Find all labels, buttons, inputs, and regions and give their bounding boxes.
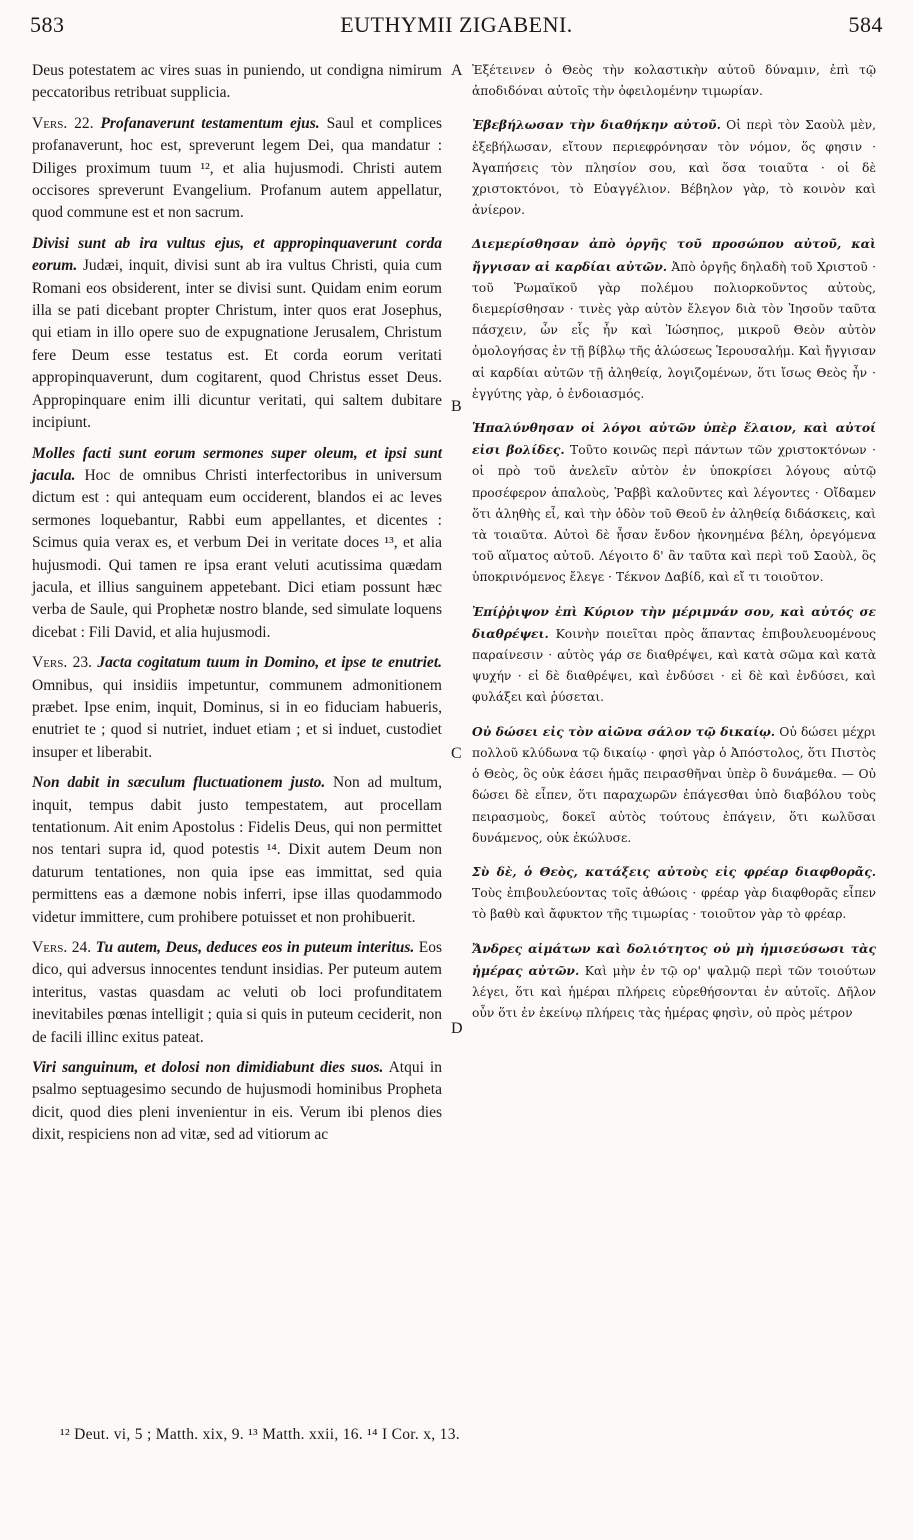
latin-paragraph: [32, 1057, 442, 1147]
greek-paragraph: [472, 60, 876, 102]
lemma: Non dabit in sæculum fluctuationem justo.: [32, 774, 326, 792]
lemma: Jacta cogitatum tuum in Domino, et ipse te enutriet.: [97, 654, 442, 672]
lemma: Profanaverunt testamentum ejus.: [100, 114, 320, 132]
greek-paragraph: [472, 601, 876, 709]
latin-paragraph: [32, 60, 442, 105]
verse-number: Vers. 22.: [32, 114, 94, 132]
commentary-text: Omnibus, qui insidiis impetuntur, communem admonitionem præbet. Ipse enim, inquit, Dominus, si in eo fiduciam habueris, enutriet te ; quod si nutriet, induet etiam ; et si induet, custodiet insuper et liberabit.: [32, 676, 442, 761]
greek-paragraph: [472, 938, 876, 1025]
lemma: Divisi sunt ab ira vultus ejus, et appropinquaverunt corda eorum.: [32, 234, 442, 275]
margin-letter-c: C: [451, 745, 462, 762]
latin-paragraph: [32, 443, 442, 645]
page-number-right: 584: [848, 12, 883, 37]
greek-paragraph: [472, 114, 876, 221]
margin-letter-a: A: [451, 62, 463, 79]
lemma: Οὐ δώσει εἰς τὸν αἰῶνα σάλον τῷ δικαίῳ.: [472, 723, 776, 739]
footnotes: ¹² Deut. vi, 5 ; Matth. xix, 9. ¹³ Matth. xxii, 16. ¹⁴ I Cor. x, 13.: [60, 1426, 460, 1443]
greek-paragraph: [472, 861, 876, 926]
latin-column: [32, 60, 442, 1147]
lemma: Molles facti sunt eorum sermones super oleum, et ipsi sunt jacula.: [32, 444, 442, 484]
lemma: Ἐβεβήλωσαν τὴν διαθήκην αὐτοῦ.: [472, 117, 721, 133]
commentary-text: Κοινὴν ποιεῖται πρὸς ἅπαντας ἐπιβουλευομένους παραίνεσιν · αὐτὸς γάρ σε διαθρέψει, καὶ κατὰ σῶμα καὶ κατὰ ψυχήν · εἰ δὲ διαθρέψει, καὶ ἐνδύσει · εἰ δὲ καὶ ἐνδύσει, καὶ φυλάξει καὶ ῥύσεται.: [472, 626, 876, 705]
verse-number: Vers. 23.: [32, 654, 93, 672]
commentary-text: Eos dico, qui adversus innocentes tendunt insidias. Per puteum autem interitus, vastas quasdam ac veluti ob loci profunditatem inevitabiles pœnas intelligit ; quia si quis in puteum ceciderit, non de facili illinc exitus pateat.: [32, 939, 443, 1046]
latin-paragraph: [32, 772, 442, 929]
commentary-text: Hoc de omnibus Christi interfectoribus in universum dictum est : qui antequam eum occiderent, blandos ei ac leves sermones loquebantur, Rabbi eum appellantes, et dicentes : Scimus quia verax es, et verbum Dei in veritate doces ¹³, et alia hujusmodi. Qui tamen re ipsa erant veluti acutissima quædam jacula, et illius sanguinem appetebant. Dici etiam possunt hæc verba de Saule, qui Prophetæ nostro blande, sed simulate loquens dicebat : Fili David, et alia hujusmodi.: [32, 466, 442, 641]
greek-paragraph: [472, 417, 876, 589]
greek-column: [472, 60, 876, 1024]
lemma: Ἡπαλύνθησαν οἱ λόγοι αὐτῶν ὑπὲρ ἔλαιον, καὶ αὐτοί εἰσι βολίδες.: [472, 420, 876, 458]
commentary-text: Non ad multum, inquit, tempus dabit justo tempestatem, aut procellam tentationum. Ait enim Apostolus : Fidelis Deus, qui non permittet nos tentari supra id, quod potestis ¹⁴. Dixit autem Deum non daturum tentationes, non quia ipse eas immittat, sed quia permittens eas a dæmone nobis inferri, ipse illas quodammodo videtur immittere, cum prohibere potuisset et non prohibuerit.: [32, 774, 442, 926]
greek-paragraph: [472, 233, 876, 405]
margin-letter-d: D: [451, 1020, 463, 1037]
lemma: Ἐπίῤῥιψον ἐπὶ Κύριον τὴν μέριμνάν σου, καὶ αὐτός σε διαθρέψει.: [472, 603, 876, 641]
commentary-text: Ἀπὸ ὀργῆς δηλαδὴ τοῦ Χριστοῦ · τοῦ Ῥωμαϊκοῦ γὰρ πολέμου πολιορκοῦντος αὐτοὺς, διεμερίσθησαν · τινὲς γὰρ αὐτὸν ἔλεγον διὰ τὸν Ἰησοῦν ταῦτα πάσχειν, ὧν εἷς ἦν καὶ Ἰώσηπος, μικροῦ Θεὸν αὐτὸν ὁμολογήσας ἐν τῇ βίβλῳ τῆς ἁλώσεως Ἱερουσαλήμ. Καὶ ἤγγισαν αἱ καρδίαι αὐτῶν τῇ ἀληθείᾳ, λογιζομένων, ὅτι ἴσως Θεὸς ἦν · ἐγγύτης γὰρ, ὁ ἐνδοιασμός.: [472, 259, 876, 401]
commentary-text: Ἐξέτεινεν ὁ Θεὸς τὴν κολαστικὴν αὐτοῦ δύναμιν, ἐπὶ τῷ ἀποδιδόναι αὐτοῖς τὴν ὀφειλομένην τιμωρίαν.: [472, 63, 876, 99]
lemma: Σὺ δὲ, ὁ Θεὸς, κατάξεις αὐτοὺς εἰς φρέαρ διαφθορᾶς.: [472, 863, 876, 879]
commentary-text: Deus potestatem ac vires suas in puniendo, ut condigna nimirum peccatoribus retribuat supplicia.: [32, 62, 442, 102]
latin-paragraph: [32, 233, 442, 435]
commentary-text: Atqui in psalmo septuagesimo secundo de hujusmodi hominibus Propheta dicit, quod dies pleni invenientur in eis. Verum ibi plenos dies dixit, respiciens non ad vitæ, sed ad vitiorum ac: [32, 1059, 442, 1144]
commentary-text: Τοὺς ἐπιβουλεύοντας τοῖς ἀθώοις · φρέαρ γὰρ διαφθορᾶς εἶπεν τὸ βαθὺ καὶ ἄφυκτον τῆς τιμωρίας · τοιοῦτον γὰρ τὸ φρέαρ.: [472, 886, 876, 922]
latin-paragraph: [32, 937, 442, 1049]
commentary-text: Judæi, inquit, divisi sunt ab ira vultus Christi, quia cum Romani eos obsiderent, inter se divisi sunt. Quidam enim eorum illa se pati dicebant propter Christum, inter quos erat Josephus, qui etiam in illo opere suo de expugnatione Jerusalem, Christum fere Deum esse testatus est. Et corda eorum veritati appropinquaverunt, dum cogitarent, quod Christus esset Deus. Appropinquare enim illi dicuntur veritati, qui saltem dubitare incipiunt.: [32, 257, 442, 432]
lemma: Tu autem, Deus, deduces eos in puteum interitus.: [95, 939, 415, 957]
lemma: Viri sanguinum, et dolosi non dimidiabunt dies suos.: [32, 1059, 384, 1077]
margin-letter-b: B: [451, 398, 462, 415]
lemma: Διεμερίσθησαν ἀπὸ ὀργῆς τοῦ προσώπου αὐτοῦ, καὶ ἤγγισαν αἱ καρδίαι αὐτῶν.: [472, 236, 876, 274]
commentary-text: Οἱ περὶ τὸν Σαοὺλ μὲν, ἐξεβήλωσαν, εἴτουν περιεφρόνησαν τὸν νόμον, ὅς φησιν · Ἀγαπήσεις τὸν πλησίον σου, καὶ ὅσα τοιαῦτα · οἱ δὲ χριστοκτόνοι, τὸ Εὐαγγέλιον. Βέβηλον γὰρ, τὸ κοινὸν καὶ ἀνίερον.: [472, 118, 876, 218]
commentary-text: Τοῦτο κοινῶς περὶ πάντων τῶν χριστοκτόνων · οἱ πρὸ τοῦ ἀνελεῖν αὐτὸν ἐν ὑποκρίσει λόγους αὐτῷ προσέφερον ἁπαλοὺς, Ῥαββὶ καλοῦντες καὶ λέγοντες · Οἴδαμεν ὅτι ἀληθὴς εἶ, καὶ τὴν ὁδὸν τοῦ Θεοῦ ἐν ἀληθείᾳ διδάσκεις, καὶ τὰ τοιαῦτα. Αὐτοὶ δὲ ἦσαν ἔνδον ἠκονημένα βέλη, ὀρεγόμενα τοῦ αἵματος αὐτοῦ. Λέγοιτο δ' ἂν ταῦτα καὶ περὶ τοῦ Σαοὺλ, ὃς ὑποκρινόμενος ἔλεγε · Τέκνον Δαβίδ, καὶ εἴ τι τοιοῦτον.: [472, 443, 876, 585]
page-title: EUTHYMII ZIGABENI.: [340, 12, 573, 37]
lemma: Ἄνδρες αἱμάτων καὶ δολιότητος οὐ μὴ ἡμισεύσωσι τὰς ἡμέρας αὐτῶν.: [472, 940, 876, 978]
greek-paragraph: [472, 721, 876, 849]
page-number-left: 583: [30, 12, 65, 37]
latin-paragraph: [32, 113, 442, 225]
commentary-text: Καὶ μὴν ἐν τῷ ορ' ψαλμῷ περὶ τῶν τοιούτων λέγει, ὅτι καὶ ἡμέραι πλήρεις εὑρεθήσονται ἐν αὐτοῖς. Δῆλον οὖν ὅτι ἐν ἐκείνῳ πλήρεις τὰς ἡμέρας φησὶν, οὐ πρὸς μέτρον: [472, 963, 876, 1021]
commentary-text: Saul et complices profanaverunt, hoc est, spreverunt legem Dei, qua mandatur : Diliges proximum tuum ¹², et alia hujusmodi. Christi autem occisores spreverunt Evangelium. Profanum autem appellatur, quod commune est et non sacrum.: [32, 114, 443, 222]
latin-paragraph: [32, 652, 442, 764]
commentary-text: Οὐ δώσει μέχρι πολλοῦ κλύδωνα τῷ δικαίῳ · φησὶ γὰρ ὁ Ἀπόστολος, ὅτι Πιστὸς ὁ Θεὸς, ὃς οὐκ ἐάσει ἡμᾶς πειρασθῆναι ὑπὲρ ὃ δυνάμεθα. — Οὐ δώσει δὲ εἶπεν, ὅτι παραχωρῶν ἐπάγεσθαι ὑπὸ διαβόλου τοὺς πειρασμοὺς, δοκεῖ αὐτὸς τούτους ἐπάγειν, ὅτι κωλῦσαι δυνάμενος, οὐκ ἐκώλυσε.: [472, 724, 877, 845]
verse-number: Vers. 24.: [32, 939, 92, 957]
